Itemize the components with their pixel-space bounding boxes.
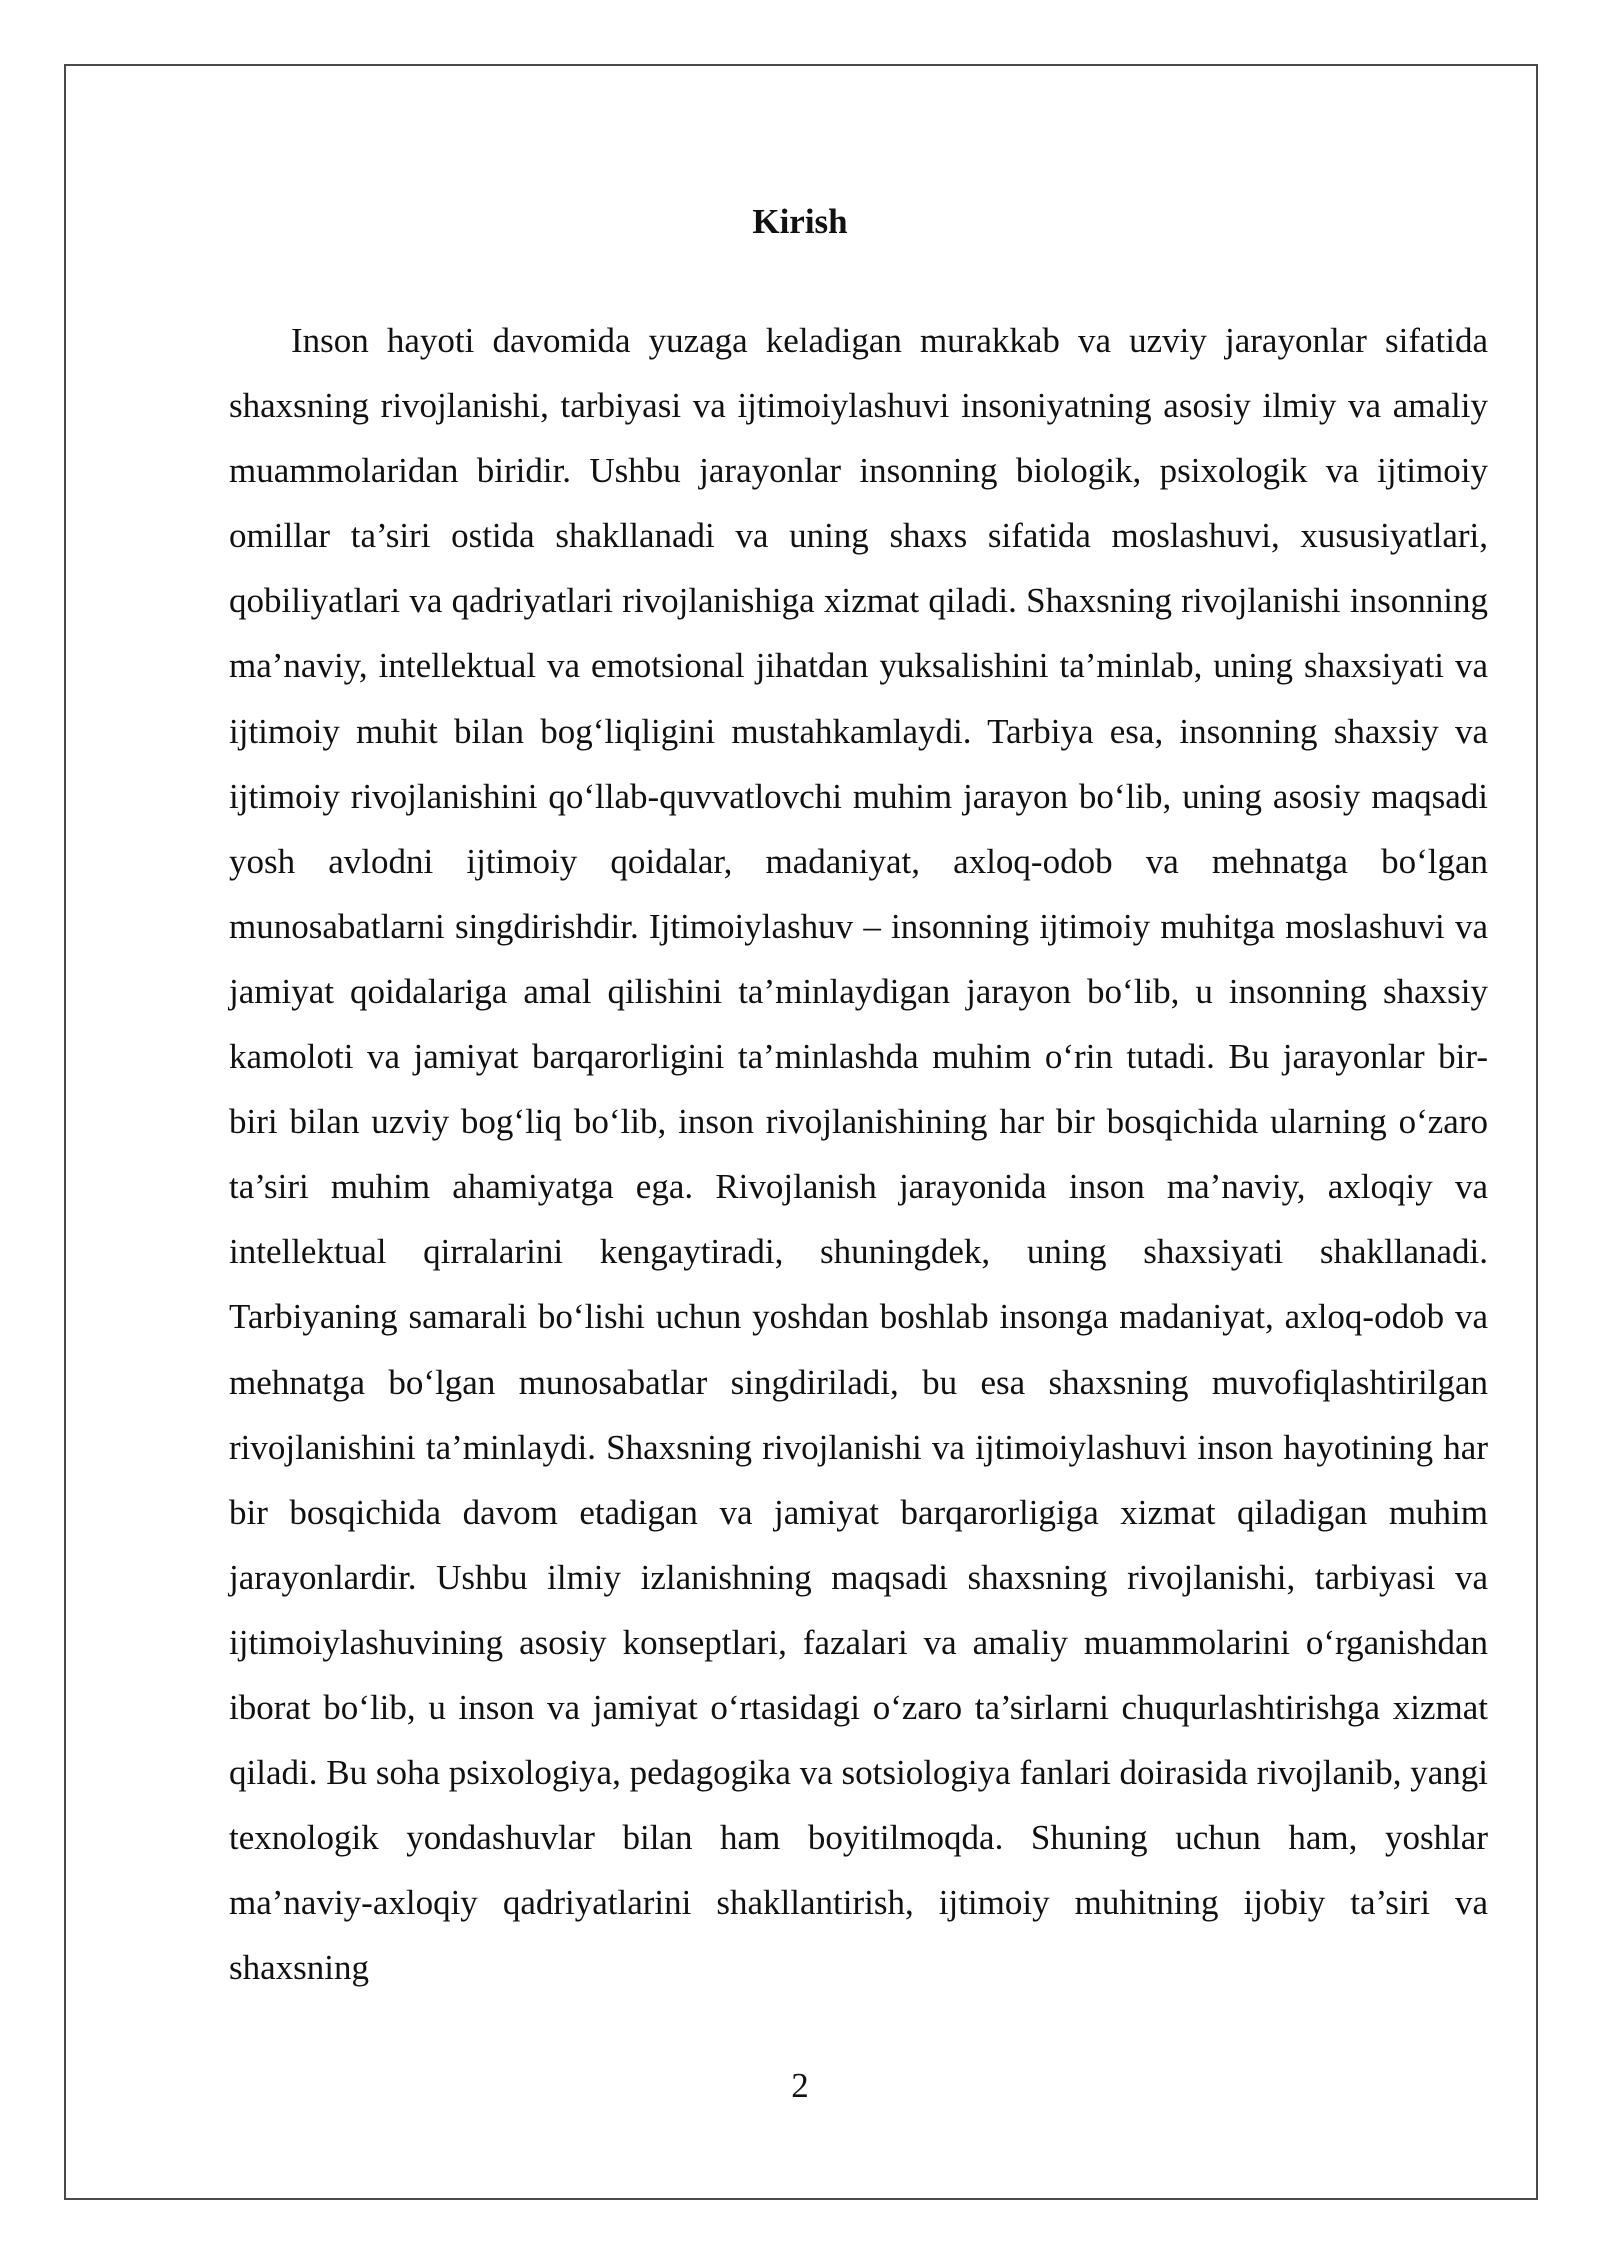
page-number: 2 (791, 2066, 809, 2105)
section-heading: Kirish (752, 202, 848, 241)
body-paragraph: Inson hayoti davomida yuzaga keladigan murakkab va uzviy jarayonlar sifatida shaxsning rivojlanishi, tarbiyasi va ijtimoiylashuvi insoniyatning asosiy ilmiy va amaliy muammolaridan biridir. Ushbu jarayonlar insonning biologik, psixologik va ijtimoiy omillar ta’siri ostida shakllanadi va uning shaxs sifatida moslashuvi, xususiyatlari, qobiliyatlari va qadriyatlari rivojlanishiga xizmat qiladi. Shaxsning rivojlanishi insonning ma’naviy, intellektual va emotsional jihatdan yuksalishini ta’minlab, uning shaxsiyati va ijtimoiy muhit bilan bog‘liqligini mustahkamlaydi. Tarbiya esa, insonning shaxsiy va ijtimoiy rivojlanishini qo‘llab-quvvatlovchi muhim jarayon bo‘lib, uning asosiy maqsadi yosh avlodni ijtimoiy qoidalar, madaniyat, axloq-odob va mehnatga bo‘lgan munosabatlarni singdirishdir. Ijtimoiylashuv – insonning ijtimoiy muhitga moslashuvi va jamiyat qoidalariga amal qilishini ta’minlaydigan jarayon bo‘lib, u insonning shaxsiy kamoloti va jamiyat barqarorligini ta’minlashda muhim o‘rin tutadi. Bu jarayonlar bir-biri bilan uzviy bog‘liq bo‘lib, inson rivojlanishining har bir bosqichida ularning o‘zaro ta’siri muhim ahamiyatga ega. Rivojlanish jarayonida inson ma’naviy, axloqiy va intellektual qirralarini kengaytiradi, shuningdek, uning shaxsiyati shakllanadi. Tarbiyaning samarali bo‘lishi uchun yoshdan boshlab insonga madaniyat, axloq-odob va mehnatga bo‘lgan munosabatlar singdiriladi, bu esa shaxsning muvofiqlashtirilgan rivojlanishini ta’minlaydi. Shaxsning rivojlanishi va ijtimoiylashuvi inson hayotining har bir bosqichida davom etadigan va jamiyat barqarorligiga xizmat qiladigan muhim jarayonlardir. Ushbu ilmiy izlanishning maqsadi shaxsning rivojlanishi, tarbiyasi va ijtimoiylashuvining asosiy konseptlari, fazalari va amaliy muammolarini o‘rganishdan iborat bo‘lib, u inson va jamiyat o‘rtasidagi o‘zaro ta’sirlarni chuqurlashtirishga xizmat qiladi. Bu soha psixologiya, pedagogika va sotsiologiya fanlari doirasida rivojlanib, yangi texnologik yondashuvlar bilan ham boyitilmoqda. Shuning uchun ham, yoshlar ma’naviy-axloqiy qadriyatlarini shakllantirish, ijtimoiy muhitning ijobiy ta’siri va shaxsning (229, 321, 1488, 1988)
